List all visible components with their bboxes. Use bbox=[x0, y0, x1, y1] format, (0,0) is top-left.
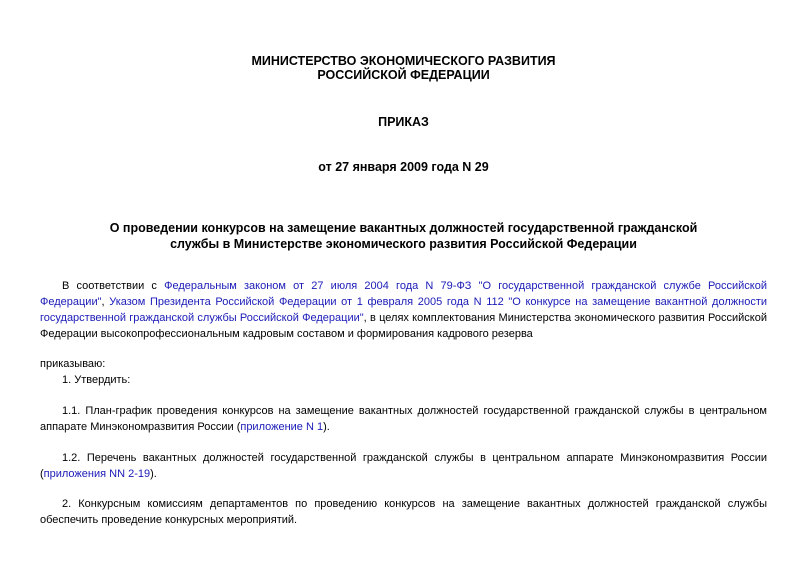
item-1: 1. Утвердить: bbox=[62, 374, 131, 386]
preamble-text-1: В соответствии с bbox=[62, 280, 165, 292]
item-1-2-text-2: ). bbox=[150, 468, 157, 480]
title-line-1: О проведении конкурсов на замещение вакантных должностей государственной гражданской bbox=[109, 221, 698, 235]
preamble-text-2: , bbox=[101, 296, 110, 308]
ministry-line-1: МИНИСТЕРСТВО ЭКОНОМИЧЕСКОГО РАЗВИТИЯ bbox=[251, 54, 556, 68]
preamble-paragraph bbox=[40, 278, 767, 342]
appendix-1-link[interactable]: приложение N 1 bbox=[240, 421, 324, 433]
document-title bbox=[40, 220, 767, 252]
order-word: приказываю: bbox=[40, 358, 106, 370]
item-1-1-text-2: ). bbox=[323, 421, 330, 433]
appendices-2-19-link[interactable]: приложения NN 2-19 bbox=[43, 468, 151, 480]
item-1-2-text-1: 1.2. Перечень вакантных должностей государственной гражданской службы в центральном аппарате Минэкономразвития России ( bbox=[40, 452, 767, 480]
item-1-1-text-1: 1.1. План-график проведения конкурсов на замещение вакантных должностей государственной гражданской службы в центральном аппарате Минэкономразвития России ( bbox=[40, 405, 767, 433]
federal-law-link[interactable]: Федеральным законом от 27 июля 2004 года N 79-ФЗ "О государственной гражданской службе Российской Федерации" bbox=[40, 280, 767, 308]
presidential-decree-link[interactable]: Указом Президента Российской Федерации от 1 февраля 2005 года N 112 "О конкурсе на замещение вакантной должности государственной гражданской службы Российской Федерации" bbox=[40, 296, 767, 324]
document-type: ПРИКАЗ bbox=[378, 115, 429, 129]
item-1-2-paragraph bbox=[40, 450, 767, 482]
document-date: от 27 января 2009 года N 29 bbox=[318, 160, 489, 174]
preamble-text-3: , в целях комплектования Министерства экономического развития Российской Федерации высокопрофессиональным кадровым составом и формирования кадрового резерва bbox=[40, 312, 767, 340]
item-1-1-paragraph bbox=[40, 403, 767, 435]
ministry-name bbox=[40, 54, 767, 82]
item-2-paragraph: 2. Конкурсным комиссиям департаментов по проведению конкурсов на замещение вакантных должностей гражданской службы обеспечить проведение конкурсных мероприятий. bbox=[40, 498, 767, 526]
ministry-line-2: РОССИЙСКОЙ ФЕДЕРАЦИИ bbox=[317, 68, 490, 82]
title-line-2: службы в Министерстве экономического развития Российской Федерации bbox=[170, 237, 637, 251]
